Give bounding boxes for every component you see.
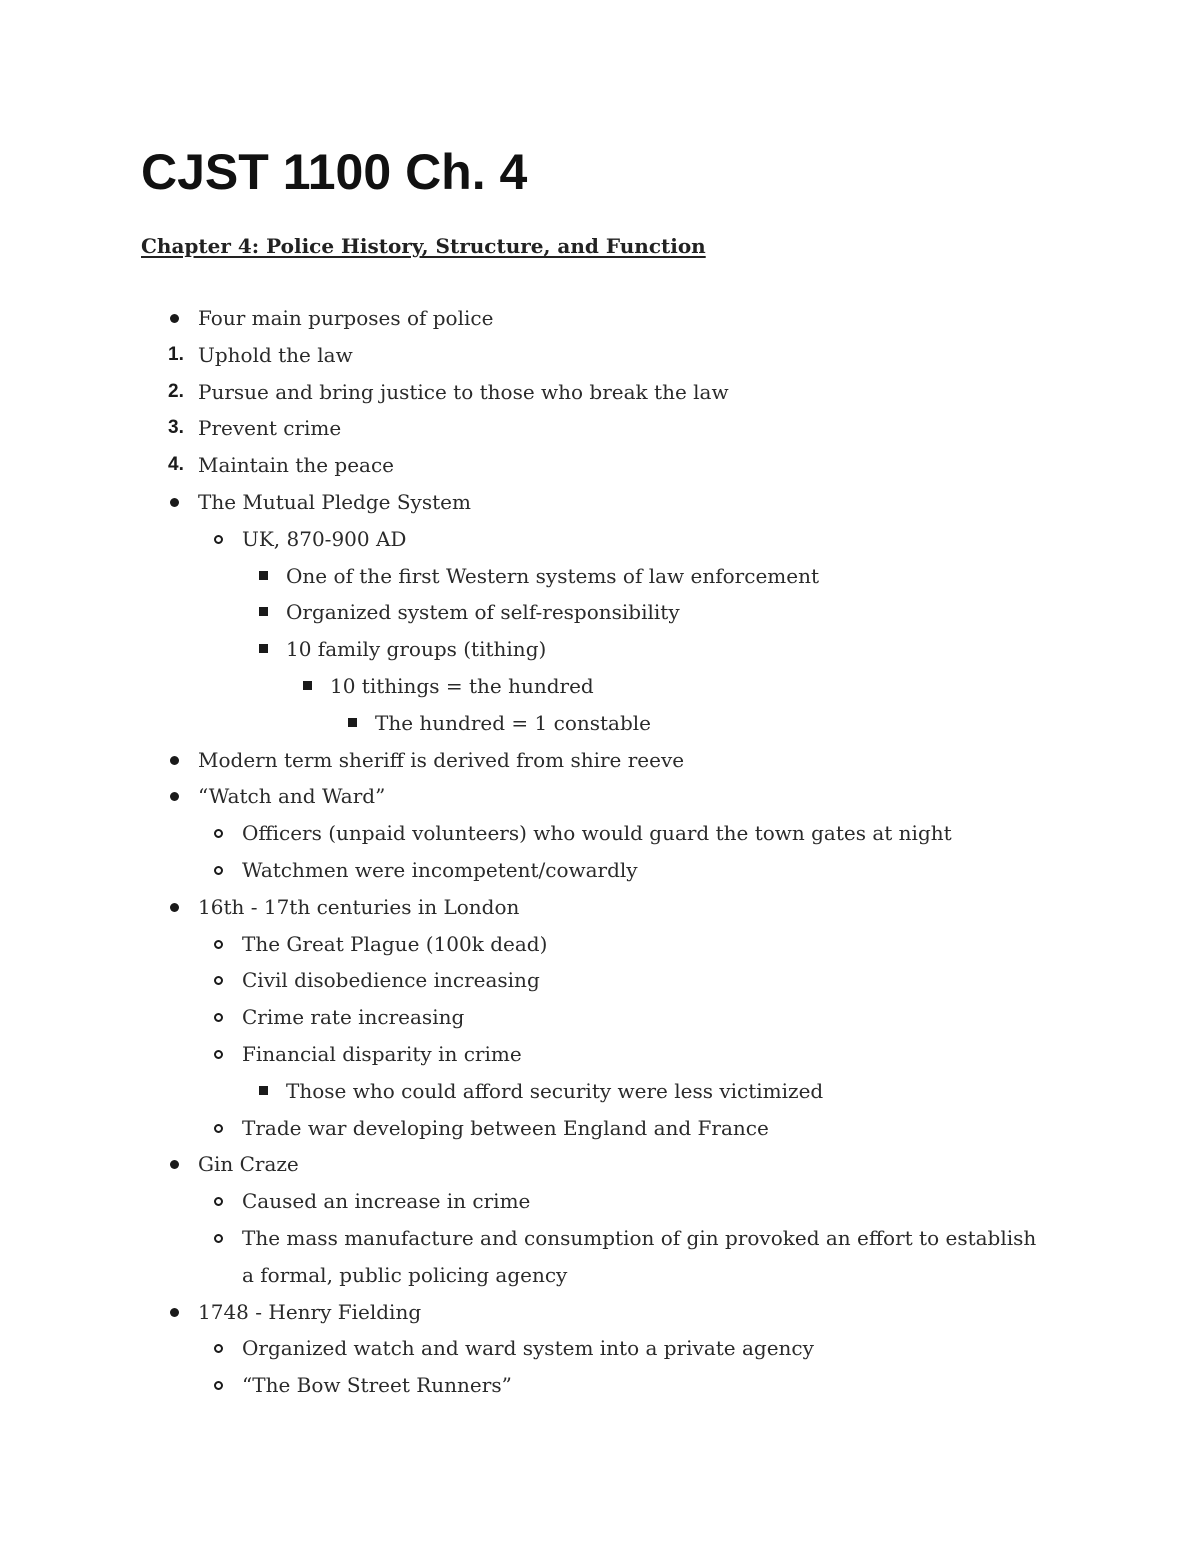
list-item <box>0 668 1200 705</box>
list-item <box>0 631 1200 668</box>
list-item-text: Uphold the law <box>198 342 353 367</box>
list-item-text: 10 tithings = the hundred <box>330 673 594 698</box>
list-item-text: The hundred = 1 constable <box>375 710 651 735</box>
list-item <box>0 999 1200 1036</box>
chapter-heading: Chapter 4: Police History, Structure, and Function <box>141 234 706 258</box>
list-item <box>0 558 1200 595</box>
list-item <box>0 1146 1200 1183</box>
list-item-text: “Watch and Ward” <box>198 784 386 809</box>
list-item <box>0 374 1200 411</box>
list-item-text: Pursue and bring justice to those who break the law <box>198 379 729 404</box>
list-item <box>0 889 1200 926</box>
notes-list <box>0 300 1200 1404</box>
list-item <box>0 962 1200 999</box>
list-item-text: The mass manufacture and consumption of gin provoked an effort to establish a formal, public policing agency <box>242 1225 1037 1287</box>
list-item <box>0 300 1200 337</box>
list-item <box>0 410 1200 447</box>
list-number: 4. <box>168 454 184 476</box>
list-item-text: “The Bow Street Runners” <box>242 1373 512 1398</box>
list-item-text: 16th - 17th centuries in London <box>198 894 520 919</box>
list-item-text: Civil disobedience increasing <box>242 968 540 993</box>
list-item-text: UK, 870-900 AD <box>242 526 407 551</box>
list-number: 2. <box>168 380 184 402</box>
list-number: 1. <box>168 343 184 365</box>
list-item <box>0 521 1200 558</box>
list-item <box>0 1330 1200 1367</box>
list-item-text: Trade war developing between England and France <box>242 1115 769 1140</box>
list-item <box>0 778 1200 815</box>
list-item <box>0 926 1200 963</box>
list-item-text: Prevent crime <box>198 416 342 441</box>
list-item <box>0 742 1200 779</box>
list-item-text: Those who could afford security were less victimized <box>286 1078 824 1103</box>
list-item <box>0 1220 1200 1294</box>
list-number: 3. <box>168 417 184 439</box>
list-item-text: 1748 - Henry Fielding <box>198 1299 422 1324</box>
list-item-text: Gin Craze <box>198 1152 299 1177</box>
list-item-text: Caused an increase in crime <box>242 1189 531 1214</box>
list-item-text: Crime rate increasing <box>242 1005 465 1030</box>
list-item <box>0 1110 1200 1147</box>
list-item-text: The Great Plague (100k dead) <box>242 931 548 956</box>
list-item <box>0 337 1200 374</box>
list-item-text: One of the first Western systems of law enforcement <box>286 563 819 588</box>
list-item-text: The Mutual Pledge System <box>198 489 471 514</box>
list-item <box>0 1367 1200 1404</box>
list-item-text: 10 family groups (tithing) <box>286 637 547 662</box>
list-item-text: Four main purposes of police <box>198 306 494 330</box>
list-item-text: Organized watch and ward system into a private agency <box>242 1336 814 1361</box>
list-item <box>0 705 1200 742</box>
list-item <box>0 484 1200 521</box>
list-item <box>0 1183 1200 1220</box>
list-item <box>0 852 1200 889</box>
list-item <box>0 1073 1200 1110</box>
list-item-text: Financial disparity in crime <box>242 1041 522 1066</box>
list-item-text: Modern term sheriff is derived from shire reeve <box>198 747 685 772</box>
list-item <box>0 815 1200 852</box>
list-item-text: Maintain the peace <box>198 453 394 478</box>
list-item-text: Officers (unpaid volunteers) who would guard the town gates at night <box>242 821 952 846</box>
list-item <box>0 447 1200 484</box>
list-item-text: Watchmen were incompetent/cowardly <box>242 857 638 882</box>
page-title: CJST 1100 Ch. 4 <box>141 144 528 200</box>
list-item <box>0 594 1200 631</box>
list-item <box>0 1294 1200 1331</box>
list-item <box>0 1036 1200 1073</box>
list-item-text: Organized system of self-responsibility <box>286 600 680 625</box>
